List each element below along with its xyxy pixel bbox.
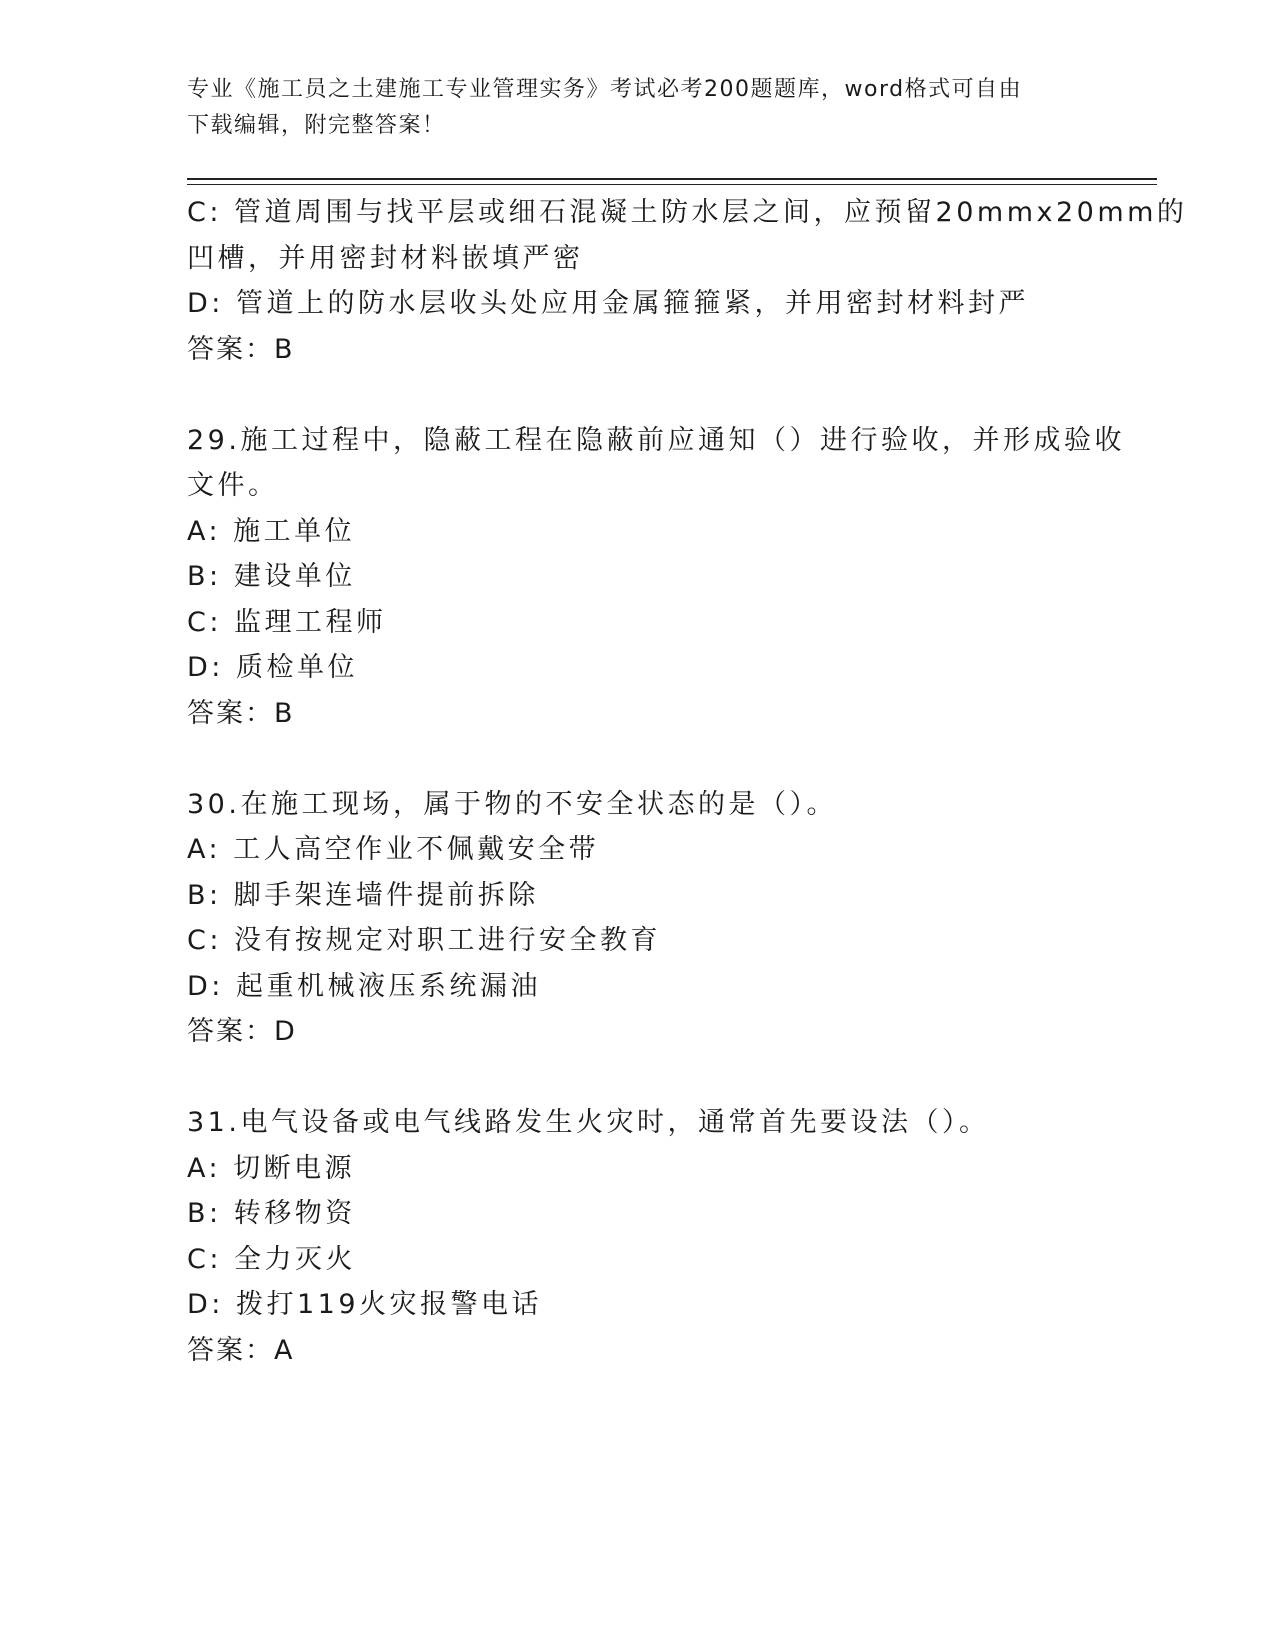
option-b: B: 转移物资 bbox=[187, 1198, 356, 1229]
option-a: A: 施工单位 bbox=[187, 515, 356, 547]
option-c: C: 管道周围与找平层或细石混凝土防水层之间，应预留20mmx20mm的 bbox=[187, 197, 1188, 228]
header-divider-thin bbox=[187, 184, 1157, 185]
question-30 bbox=[187, 782, 1087, 1055]
question-31 bbox=[187, 1100, 1087, 1373]
answer: 答案：B bbox=[187, 697, 295, 729]
header-line-2: 下载编辑，附完整答案！ bbox=[187, 113, 446, 138]
option-d: D: 拨打119火灾报警电话 bbox=[187, 1289, 543, 1320]
header-divider-thick bbox=[187, 178, 1157, 180]
option-c-wrap: 凹槽，并用密封材料嵌填严密 bbox=[187, 242, 584, 274]
option-a: A: 工人高空作业不佩戴安全带 bbox=[187, 834, 600, 865]
option-b: B: 建设单位 bbox=[187, 561, 356, 592]
question-stem-wrap: 文件。 bbox=[187, 470, 279, 501]
question-stem: 29.施工过程中，隐蔽工程在隐蔽前应通知（）进行验收，并形成验收 bbox=[187, 424, 1125, 456]
answer: 答案：B bbox=[187, 333, 295, 365]
question-28-continuation bbox=[187, 190, 1188, 372]
question-stem: 30.在施工现场，属于物的不安全状态的是（）。 bbox=[187, 788, 837, 820]
answer: 答案：A bbox=[187, 1334, 295, 1366]
option-c: C: 没有按规定对职工进行安全教育 bbox=[187, 925, 662, 956]
question-stem: 31.电气设备或电气线路发生火灾时，通常首先要设法（）。 bbox=[187, 1107, 990, 1138]
answer: 答案：D bbox=[187, 1016, 297, 1047]
document-header bbox=[187, 72, 1087, 144]
option-d: D: 起重机械液压系统漏油 bbox=[187, 970, 541, 1002]
option-c: C: 监理工程师 bbox=[187, 606, 387, 638]
option-c: C: 全力灭火 bbox=[187, 1243, 357, 1275]
option-b: B: 脚手架连墙件提前拆除 bbox=[187, 879, 539, 911]
question-content bbox=[187, 190, 1188, 1373]
option-a: A: 切断电源 bbox=[187, 1152, 356, 1184]
option-d: D: 管道上的防水层收头处应用金属箍箍紧，并用密封材料封严 bbox=[187, 288, 1029, 319]
header-line-1: 专业《施工员之土建施工专业管理实务》考试必考200题题库，word格式可自由 bbox=[187, 77, 1023, 102]
question-29 bbox=[187, 418, 1125, 737]
option-d: D: 质检单位 bbox=[187, 652, 358, 683]
